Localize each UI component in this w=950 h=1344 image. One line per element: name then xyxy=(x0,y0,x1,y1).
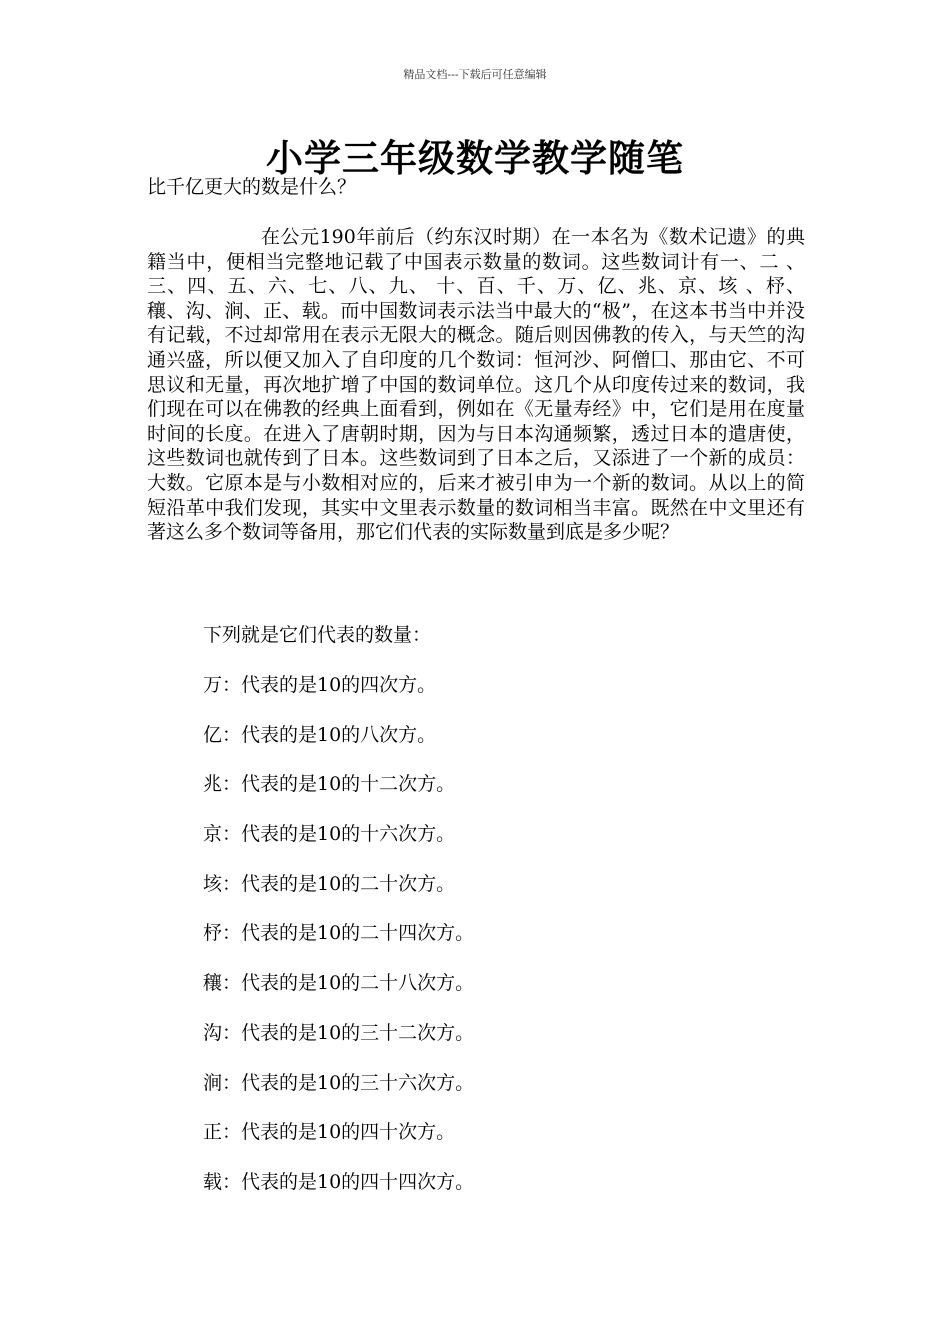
list-item: 垓：代表的是10的二十次方。 xyxy=(203,872,456,895)
list-item: 京：代表的是10的十六次方。 xyxy=(203,823,456,846)
header-note: 精品文档---下载后可任意编辑 xyxy=(403,68,547,81)
subtitle: 比千亿更大的数是什么？ xyxy=(147,176,357,198)
list-item: 杼：代表的是10的二十四次方。 xyxy=(203,922,475,945)
list-item: 万：代表的是10的四次方。 xyxy=(203,674,437,696)
page-title: 小学三年级数学教学随笔 xyxy=(266,136,684,180)
list-item: 涧：代表的是10的三十六次方。 xyxy=(203,1071,475,1094)
list-item: 亿：代表的是10的八次方。 xyxy=(203,723,437,746)
list-item: 载：代表的是10的四十四次方。 xyxy=(203,1170,475,1193)
body-paragraph: 在公元190年前后（约东汉时期）在一本名为《数术记遗》的典籍当中，便相当完整地记载了中国表示数量的数词。这些数词计有一、二 、三、四、五、六、七、八、九、 十、百、千、万、亿、兆、京、垓 、杼、穰、沟、涧、正、载。而中国数词表示法当中最大的“极”，在这本书当中并没有记载，不过却常用在表示无限大的概念。随后则因佛教的传入，与天竺的沟通兴盛，所以便又加入了自印度的几个数词：恒河沙、阿僧囗、那由它、不可思议和无量，再次地扩增了中国的数词单位。这几个从印度传过来的数词，我们现在可以在佛教的经典上面看到，例如在《无量寿经》中，它们是用在度量时间的长度。在进入了唐朝时期，因为与日本沟通频繁，透过日本的遣唐使，这些数词也就传到了日本。这些数词到了日本之后，又添进了一个新的成员：大数。它原本是与小数相对应的，后来才被引申为一个新的数词。从以上的简短沿革中我们发现，其实中文里表示数量的数词相当丰富。既然在中文里还有著这么多个数词等备用，那它们代表的实际数量到底是多少呢？ xyxy=(147,226,805,544)
list-item: 沟：代表的是10的三十二次方。 xyxy=(203,1021,475,1044)
number-word-list xyxy=(203,672,474,1219)
list-item: 兆：代表的是10的十二次方。 xyxy=(203,773,456,796)
list-intro: 下列就是它们代表的数量： xyxy=(203,624,432,646)
list-item: 正：代表的是10的四十次方。 xyxy=(203,1121,456,1144)
list-item: 穰：代表的是10的二十八次方。 xyxy=(203,972,475,995)
